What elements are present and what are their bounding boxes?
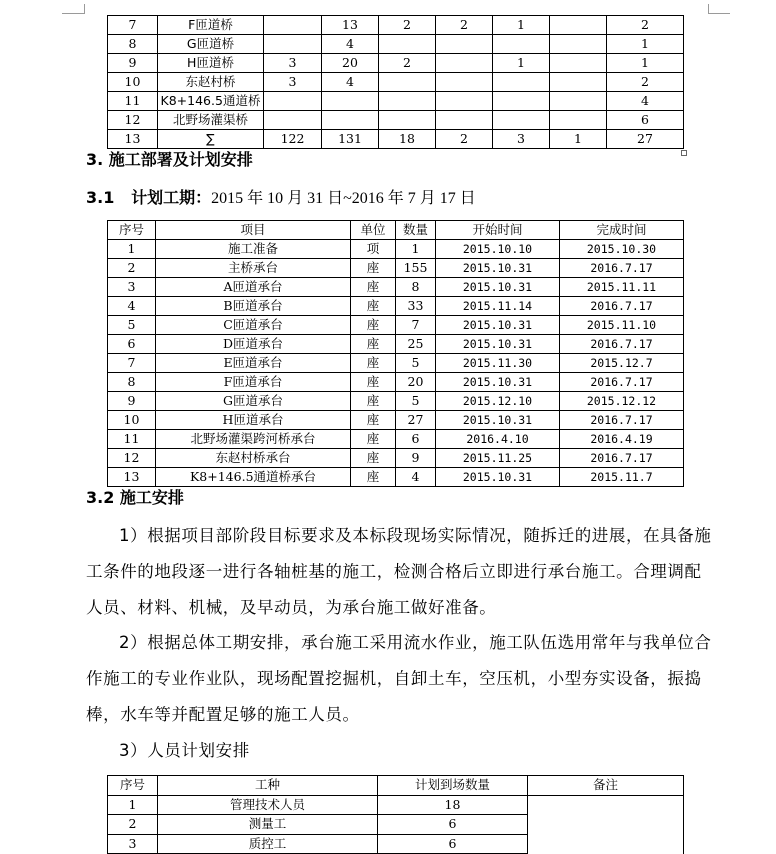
table-cell: 东赵村桥 [158, 73, 264, 92]
table-cell: 2016.4.19 [560, 430, 684, 449]
table-cell: 2015.10.30 [560, 240, 684, 259]
table-cell: 9 [108, 54, 158, 73]
column-header: 开始时间 [436, 221, 560, 240]
table-row [108, 130, 684, 149]
table-cell: 2016.7.17 [560, 259, 684, 278]
table-cell: 11 [108, 430, 156, 449]
bridge-quantity-table [107, 15, 684, 149]
section-3-1-number: 3.1 [86, 188, 115, 207]
table-cell: 座 [351, 278, 396, 297]
table-cell: 2015.10.31 [436, 259, 560, 278]
schedule-table-header [108, 221, 684, 240]
table-cell [436, 111, 493, 130]
table-cell [550, 35, 607, 54]
table-cell [528, 795, 684, 815]
column-header: 序号 [108, 776, 158, 796]
table-cell: 座 [351, 449, 396, 468]
table-cell: 2 [379, 16, 436, 35]
table-row [108, 316, 684, 335]
crop-mark-left [62, 13, 84, 14]
table-cell: 3 [493, 130, 550, 149]
table-cell [379, 111, 436, 130]
table-cell: 2015.10.31 [436, 335, 560, 354]
table-cell: 4 [322, 35, 379, 54]
table-cell: 6 [378, 834, 528, 854]
column-header: 数量 [396, 221, 436, 240]
table-cell: 20 [396, 373, 436, 392]
table-cell: C匝道承台 [156, 316, 351, 335]
table-cell [550, 54, 607, 73]
table-cell [550, 92, 607, 111]
table-row [108, 278, 684, 297]
table-cell: 12 [108, 449, 156, 468]
table-cell: 2016.7.17 [560, 297, 684, 316]
table-cell [264, 92, 322, 111]
table-row [108, 468, 684, 487]
table-cell: 4 [322, 73, 379, 92]
table-cell: E匝道承台 [156, 354, 351, 373]
table-cell [436, 92, 493, 111]
table-cell: 座 [351, 373, 396, 392]
bridge-quantity-table-body [108, 16, 684, 149]
table-cell: 1 [108, 795, 158, 815]
table-cell: 5 [108, 316, 156, 335]
table-row [108, 73, 684, 92]
table-cell [550, 111, 607, 130]
column-header: 计划到场数量 [378, 776, 528, 796]
table-cell: 155 [396, 259, 436, 278]
table-cell: 6 [378, 815, 528, 835]
table-cell: 施工准备 [156, 240, 351, 259]
table-cell: H匝道承台 [156, 411, 351, 430]
table-cell: 座 [351, 316, 396, 335]
table-row [108, 449, 684, 468]
table-cell: 8 [108, 373, 156, 392]
table-cell: 33 [396, 297, 436, 316]
table-cell: 2015.11.30 [436, 354, 560, 373]
table-cell: 主桥承台 [156, 259, 351, 278]
table-cell: 2015.11.10 [560, 316, 684, 335]
crop-mark-right-vertical [708, 4, 709, 14]
table-row [108, 815, 684, 835]
table-cell: K8+146.5通道桥 [158, 92, 264, 111]
table-cell: 2 [607, 16, 684, 35]
table-cell: 25 [396, 335, 436, 354]
table-cell: 2 [108, 815, 158, 835]
table-cell: 13 [322, 16, 379, 35]
table-cell: 1 [550, 130, 607, 149]
table-row [108, 834, 684, 854]
table-cell: 北野场灌渠桥 [158, 111, 264, 130]
table-cell: 13 [108, 130, 158, 149]
column-header: 单位 [351, 221, 396, 240]
table-row [108, 259, 684, 278]
paragraph-1: 1）根据项目部阶段目标要求及本标段现场实际情况，随拆迁的进展，在具备施工条件的地段逐一进行各轴桩基的施工，检测合格后立即进行承台施工。合理调配人员、材料、机械，及早动员，为承台施工做好准备。 [86, 526, 712, 617]
table-cell: 1 [108, 240, 156, 259]
table-cell: 测量工 [158, 815, 378, 835]
table-cell [379, 35, 436, 54]
table-cell [264, 35, 322, 54]
table-cell: 座 [351, 392, 396, 411]
table-cell [264, 111, 322, 130]
table-cell: 项 [351, 240, 396, 259]
table-cell: 2 [108, 259, 156, 278]
table-cell: 管理技术人员 [158, 795, 378, 815]
table-cell: 座 [351, 430, 396, 449]
column-header: 序号 [108, 221, 156, 240]
table-cell: 2 [436, 130, 493, 149]
table-cell [264, 16, 322, 35]
table-row [108, 392, 684, 411]
table-cell: 9 [396, 449, 436, 468]
table-cell: ∑ [158, 130, 264, 149]
table-cell: 2015.10.31 [436, 316, 560, 335]
section-3-1-label: 计划工期： [131, 188, 212, 207]
table-cell: 1 [607, 54, 684, 73]
table-cell: F匝道桥 [158, 16, 264, 35]
table-row [108, 354, 684, 373]
section-3-2-heading: 3.2 施工安排 [86, 488, 184, 507]
personnel-table-body [108, 795, 684, 854]
table-cell: F匝道承台 [156, 373, 351, 392]
table-cell: 座 [351, 411, 396, 430]
table-cell [550, 16, 607, 35]
table-cell: 座 [351, 297, 396, 316]
table-cell: 3 [108, 278, 156, 297]
table-cell: 10 [108, 73, 158, 92]
table-cell: 北野场灌渠跨河桥承台 [156, 430, 351, 449]
table-cell: 12 [108, 111, 158, 130]
table-cell: 10 [108, 411, 156, 430]
crop-mark-right [708, 13, 730, 14]
table-cell [379, 73, 436, 92]
table-cell: 2016.7.17 [560, 449, 684, 468]
table-cell: 2015.10.31 [436, 468, 560, 487]
table-row [108, 35, 684, 54]
table-row [108, 240, 684, 259]
table-cell: 8 [396, 278, 436, 297]
column-header: 工种 [158, 776, 378, 796]
table-cell: 4 [396, 468, 436, 487]
table-row [108, 411, 684, 430]
table-cell: 2016.7.17 [560, 335, 684, 354]
table-cell: 27 [607, 130, 684, 149]
table-cell [322, 111, 379, 130]
table-cell [379, 92, 436, 111]
schedule-table [107, 220, 684, 487]
table-cell: 2015.10.31 [436, 278, 560, 297]
table-row [108, 54, 684, 73]
table-cell: 9 [108, 392, 156, 411]
table-cell: 8 [108, 35, 158, 54]
table-row [108, 335, 684, 354]
table-cell [493, 111, 550, 130]
table-cell: 2015.10.31 [436, 373, 560, 392]
table-cell: 座 [351, 259, 396, 278]
table-cell: 5 [396, 392, 436, 411]
table-cell: G匝道承台 [156, 392, 351, 411]
table-cell: 11 [108, 92, 158, 111]
table-row [108, 795, 684, 815]
table-cell: 4 [607, 92, 684, 111]
table-cell: 2015.12.12 [560, 392, 684, 411]
paragraph-3: 3）人员计划安排 [119, 741, 250, 760]
table-cell: 4 [108, 297, 156, 316]
table-cell [493, 73, 550, 92]
section-3-1-period: 2015 年 10 月 31 日~2016 年 7 月 17 日 [211, 190, 476, 207]
table-cell: 2015.12.7 [560, 354, 684, 373]
table-cell: 18 [379, 130, 436, 149]
table-cell: 3 [264, 54, 322, 73]
table-resize-handle[interactable] [681, 150, 687, 156]
table-cell [322, 92, 379, 111]
table-cell [528, 815, 684, 835]
table-cell: 2015.11.7 [560, 468, 684, 487]
table-cell: 13 [108, 468, 156, 487]
table-cell: 2015.10.31 [436, 411, 560, 430]
column-header: 完成时间 [560, 221, 684, 240]
table-cell: 3 [264, 73, 322, 92]
table-cell: K8+146.5通道桥承台 [156, 468, 351, 487]
table-cell: 2 [436, 16, 493, 35]
table-cell: 2015.11.14 [436, 297, 560, 316]
table-cell: 7 [396, 316, 436, 335]
section-3-heading: 3. 施工部署及计划安排 [86, 150, 253, 169]
table-cell: 1 [493, 54, 550, 73]
table-cell: 2015.10.10 [436, 240, 560, 259]
table-row [108, 16, 684, 35]
table-cell: 20 [322, 54, 379, 73]
table-cell: 东赵村桥承台 [156, 449, 351, 468]
table-cell: 座 [351, 335, 396, 354]
table-cell: 2015.12.10 [436, 392, 560, 411]
table-cell: 2015.11.25 [436, 449, 560, 468]
column-header: 项目 [156, 221, 351, 240]
table-cell: G匝道桥 [158, 35, 264, 54]
table-cell: 131 [322, 130, 379, 149]
table-cell: 1 [396, 240, 436, 259]
table-cell [528, 834, 684, 854]
table-cell [436, 73, 493, 92]
table-row [108, 297, 684, 316]
table-cell: 27 [396, 411, 436, 430]
table-cell: 6 [607, 111, 684, 130]
table-cell: 座 [351, 468, 396, 487]
table-cell: 质控工 [158, 834, 378, 854]
table-cell: 6 [108, 335, 156, 354]
table-cell: 2 [607, 73, 684, 92]
table-cell [493, 35, 550, 54]
table-cell [436, 54, 493, 73]
paragraph-2: 2）根据总体工期安排，承台施工采用流水作业，施工队伍选用常年与我单位合作施工的专业作业队，现场配置挖掘机，自卸土车，空压机，小型夯实设备，振捣棒，水车等并配置足够的施工人员。 [86, 633, 712, 724]
table-cell: 122 [264, 130, 322, 149]
table-cell: 3 [108, 834, 158, 854]
table-cell [550, 73, 607, 92]
table-row [108, 373, 684, 392]
table-cell: 座 [351, 354, 396, 373]
personnel-table-header [108, 776, 684, 796]
personnel-table [107, 775, 684, 854]
table-cell: 6 [396, 430, 436, 449]
table-cell: 2015.11.11 [560, 278, 684, 297]
table-cell: 18 [378, 795, 528, 815]
table-row [108, 430, 684, 449]
column-header: 备注 [528, 776, 684, 796]
table-cell: D匝道承台 [156, 335, 351, 354]
crop-mark-left-vertical [84, 4, 85, 14]
table-cell: 1 [607, 35, 684, 54]
table-cell: 2016.7.17 [560, 373, 684, 392]
table-row [108, 111, 684, 130]
table-cell: H匝道桥 [158, 54, 264, 73]
table-cell: 7 [108, 16, 158, 35]
table-cell: 2 [379, 54, 436, 73]
table-cell [493, 92, 550, 111]
table-cell [436, 35, 493, 54]
schedule-table-body [108, 240, 684, 487]
table-cell: 7 [108, 354, 156, 373]
section-3-1-heading [86, 187, 476, 210]
table-cell: B匝道承台 [156, 297, 351, 316]
table-cell: A匝道承台 [156, 278, 351, 297]
table-cell: 2016.7.17 [560, 411, 684, 430]
table-row [108, 92, 684, 111]
table-cell: 1 [493, 16, 550, 35]
table-cell: 5 [396, 354, 436, 373]
table-cell: 2016.4.10 [436, 430, 560, 449]
